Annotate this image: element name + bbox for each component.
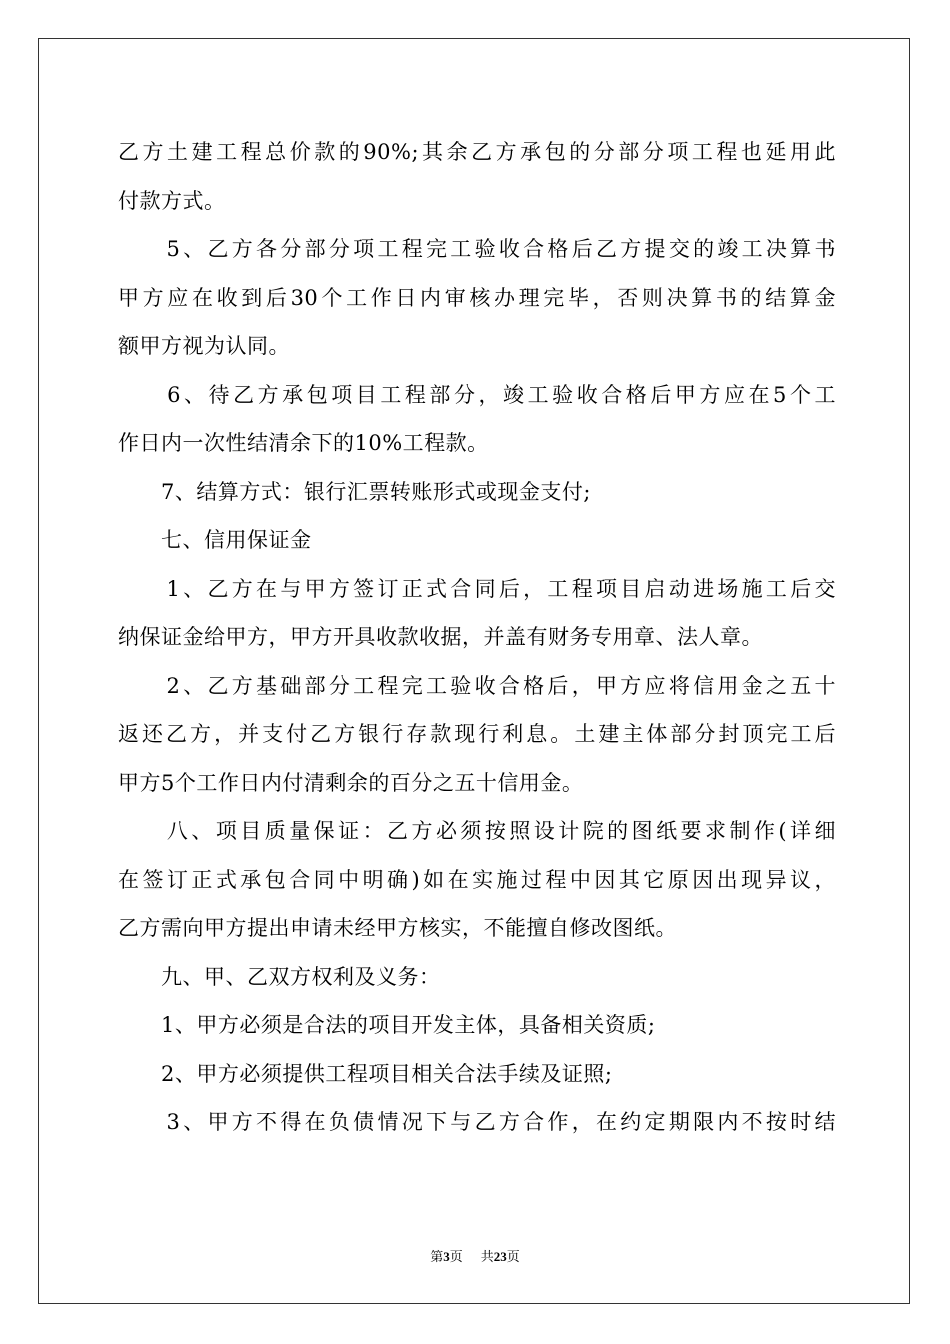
text-line: 返还乙方，并支付乙方银行存款现行利息。土建主体部分封顶完工后 bbox=[118, 722, 836, 746]
text-line: 纳保证金给甲方，甲方开具收款收据，并盖有财务专用章、法人章。 bbox=[118, 625, 763, 649]
text-line: 1、乙方在与甲方签订正式合同后，工程项目启动进场施工后交 bbox=[118, 576, 836, 601]
text-line: 5、乙方各分部分项工程完工验收合格后乙方提交的竣工决算书 bbox=[118, 237, 836, 261]
text-line: 付款方式。 bbox=[118, 188, 226, 213]
text-line: 2、甲方必须提供工程项目相关合法手续及证照; bbox=[118, 1061, 613, 1086]
text-line: 八、项目质量保证：乙方必须按照设计院的图纸要求制作(详细 bbox=[118, 819, 836, 843]
text-line: 作日内一次性结清余下的10%工程款。 bbox=[118, 431, 489, 455]
text-line: 乙方需向甲方提出申请未经甲方核实，不能擅自修改图纸。 bbox=[118, 916, 677, 940]
text-line: 2、乙方基础部分工程完工验收合格后，甲方应将信用金之五十 bbox=[118, 673, 836, 698]
document-body bbox=[118, 128, 836, 1147]
text-line: 七、信用保证金 bbox=[118, 528, 312, 552]
page-unit: 页 bbox=[449, 1249, 463, 1264]
page-footer bbox=[0, 1246, 950, 1265]
text-line: 乙方土建工程总价款的90%;其余乙方承包的分部分项工程也延用此 bbox=[118, 140, 836, 164]
text-line: 九、甲、乙双方权利及义务： bbox=[118, 964, 441, 989]
text-line: 甲方应在收到后30个工作日内审核办理完毕，否则决算书的结算金 bbox=[118, 285, 836, 310]
text-line: 额甲方视为认同。 bbox=[118, 334, 290, 358]
total-prefix: 共 bbox=[480, 1249, 494, 1264]
total-unit: 页 bbox=[506, 1249, 520, 1264]
text-line: 3、甲方不得在负债情况下与乙方合作，在约定期限内不按时结 bbox=[118, 1110, 836, 1134]
current-page-number: 3 bbox=[443, 1249, 450, 1264]
text-line: 甲方5个工作日内付清剩余的百分之五十信用金。 bbox=[118, 770, 584, 795]
total-page-number: 23 bbox=[493, 1249, 507, 1264]
text-line: 7、结算方式：银行汇票转账形式或现金支付; bbox=[118, 479, 591, 504]
page-prefix: 第 bbox=[430, 1249, 444, 1264]
text-line: 6、待乙方承包项目工程部分，竣工验收合格后甲方应在5个工 bbox=[118, 382, 836, 407]
text-line: 在签订正式承包合同中明确)如在实施过程中因其它原因出现异议， bbox=[118, 867, 836, 892]
text-line: 1、甲方必须是合法的项目开发主体，具备相关资质; bbox=[118, 1013, 656, 1037]
